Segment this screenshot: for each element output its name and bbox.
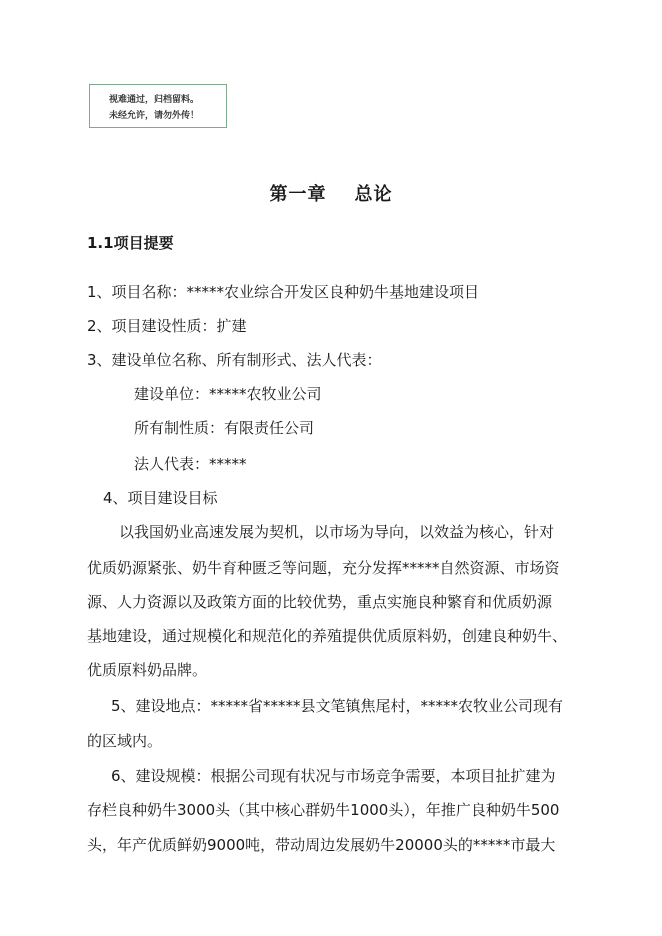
item-location-line: 5、建设地点：*****省*****县文笔镇焦尾村，*****农牧业公司现有 xyxy=(111,697,564,715)
item-project-name: 1、项目名称：*****农业综合开发区良种奶牛基地建设项目 xyxy=(87,283,480,301)
chapter-title: 总论 xyxy=(354,184,393,205)
goal-paragraph-line: 优质奶源紧张、奶牛育种匮乏等问题，充分发挥*****自然资源、市场资 xyxy=(87,559,560,577)
item-goal-heading: 4、项目建设目标 xyxy=(103,489,218,507)
item-location-line: 的区域内。 xyxy=(87,732,163,750)
section-heading: 1.1项目提要 xyxy=(87,234,174,252)
item-project-nature: 2、项目建设性质：扩建 xyxy=(87,317,247,335)
item-builder-info: 3、建设单位名称、所有制形式、法人代表： xyxy=(87,351,382,369)
ownership-type: 所有制性质：有限责任公司 xyxy=(134,419,315,437)
chapter-heading xyxy=(0,180,662,206)
goal-paragraph-line: 以我国奶业高速发展为契机，以市场为导向，以效益为核心，针对 xyxy=(119,523,555,541)
notice-stamp xyxy=(89,84,227,128)
goal-paragraph-line: 源、人力资源以及政策方面的比较优势，重点实施良种繁育和优质奶源 xyxy=(87,593,553,611)
stamp-line-2: 未经允许，请勿外传！ xyxy=(109,111,200,121)
item-scale-line: 6、建设规模：根据公司现有状况与市场竞争需要，本项目扯扩建为 xyxy=(111,767,556,785)
builder-unit: 建设单位：*****农牧业公司 xyxy=(134,385,322,403)
goal-paragraph-line: 优质原料奶品牌。 xyxy=(87,661,208,679)
chapter-number: 第一章 xyxy=(269,184,327,205)
goal-paragraph-line: 基地建设，通过规模化和规范化的养殖提供优质原料奶，创建良种奶牛、 xyxy=(87,627,568,645)
item-scale-line: 头，年产优质鲜奶9000吨，带动周边发展奶牛20000头的*****市最大 xyxy=(87,836,556,854)
item-scale-line: 存栏良种奶牛3000头（其中核心群奶牛1000头），年推广良种奶牛500 xyxy=(87,801,560,819)
legal-representative: 法人代表：***** xyxy=(134,455,247,473)
stamp-line-1: 视难通过，归档留料。 xyxy=(109,95,200,105)
